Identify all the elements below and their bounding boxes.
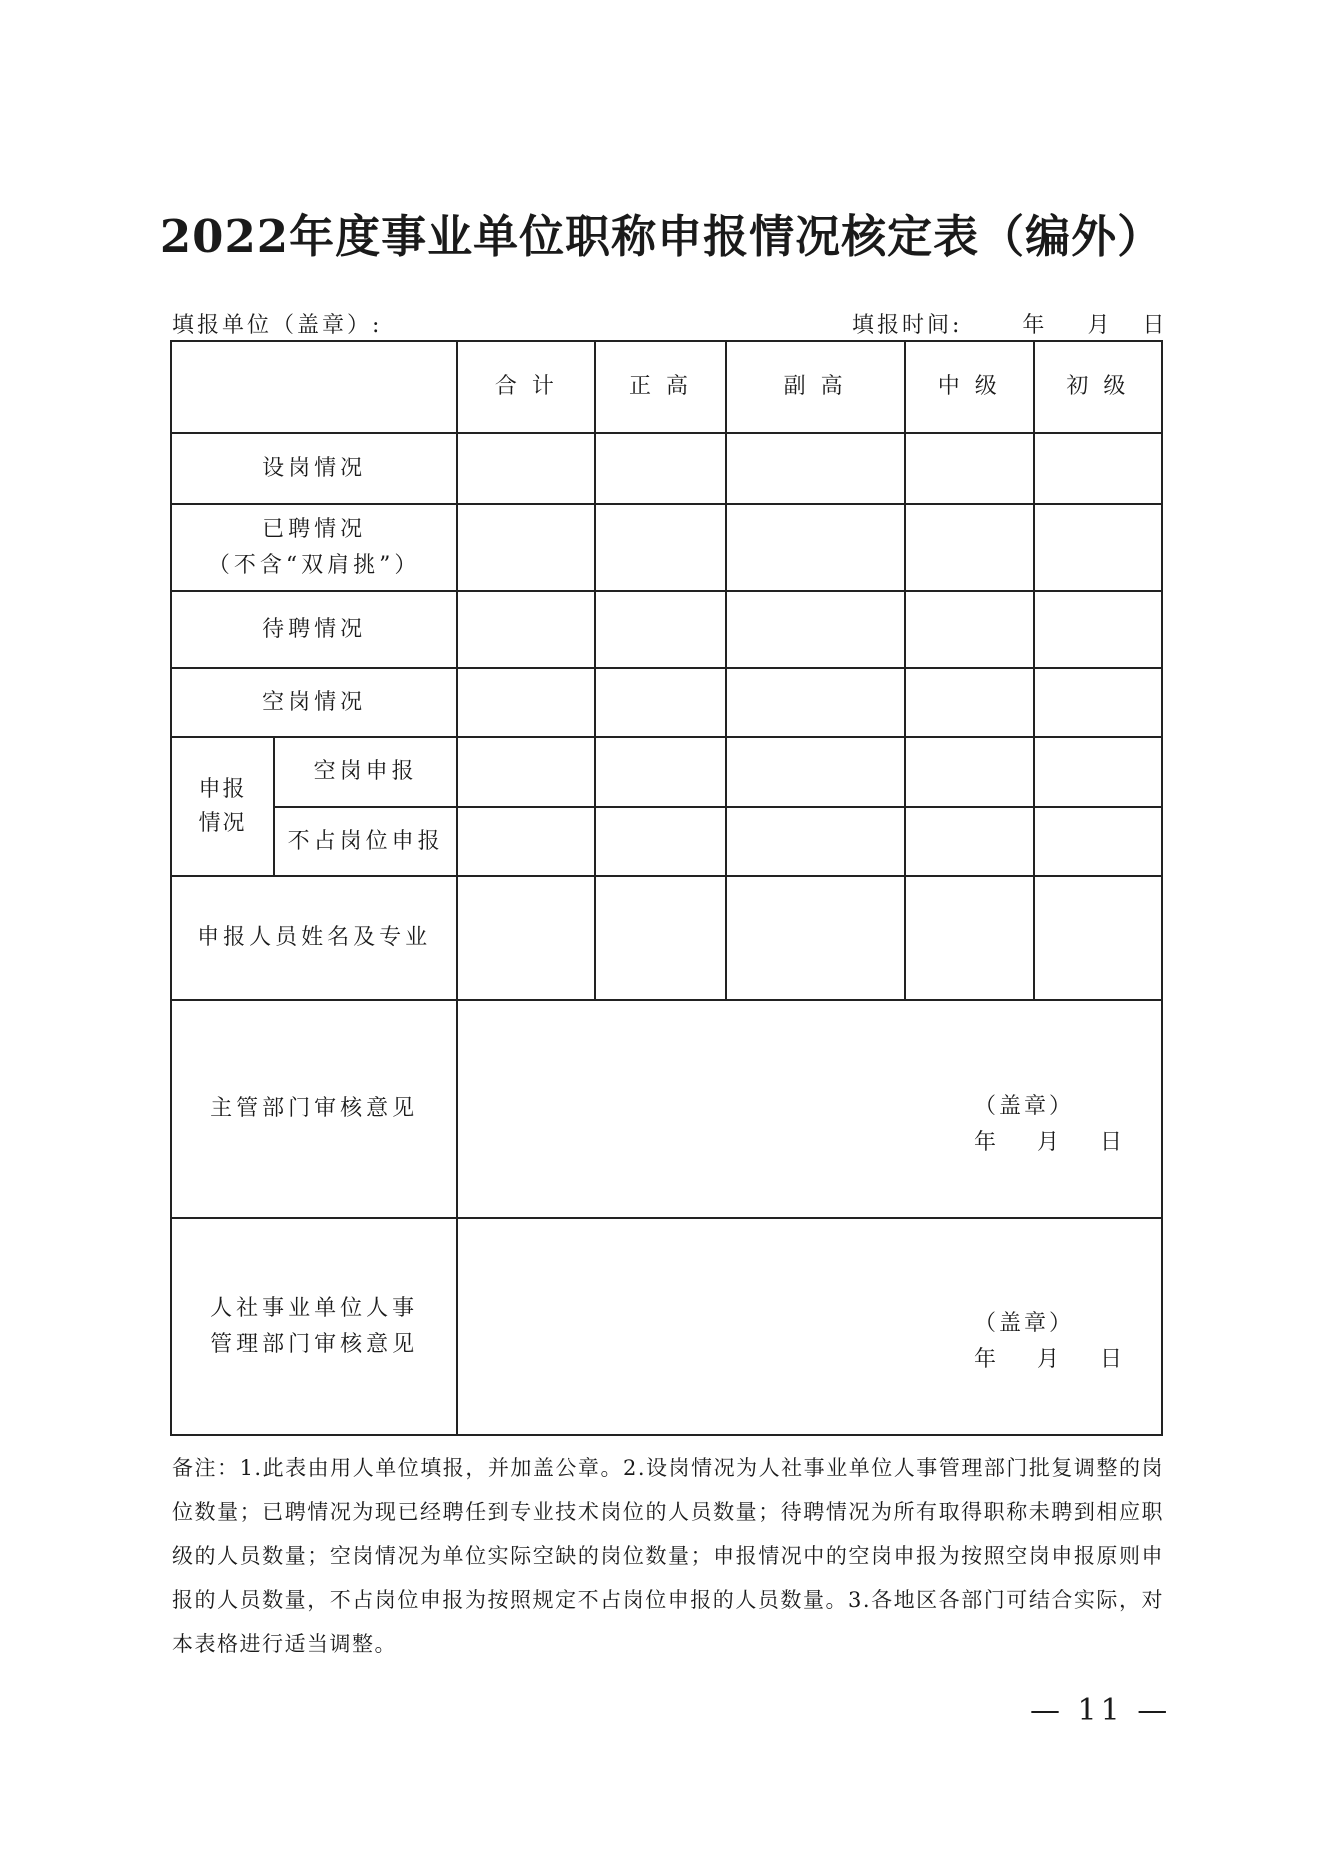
input-cell[interactable] <box>595 433 725 504</box>
fill-time <box>852 308 1167 339</box>
hr-seal-year: 年 <box>973 1347 999 1372</box>
table-row <box>171 504 1162 591</box>
row-label-apply-vacant: 空岗申报 <box>274 737 457 807</box>
input-cell[interactable] <box>905 668 1034 737</box>
input-cell[interactable] <box>905 591 1034 668</box>
input-cell[interactable] <box>1034 591 1162 668</box>
row-label-posts: 设岗情况 <box>171 433 457 504</box>
header-row <box>171 341 1162 433</box>
table-row <box>171 876 1162 1000</box>
input-cell[interactable] <box>905 876 1034 1000</box>
fill-time-label: 填报时间: <box>852 313 963 338</box>
table-row <box>171 668 1162 737</box>
input-cell[interactable] <box>726 876 905 1000</box>
input-cell[interactable] <box>457 433 595 504</box>
row-label-hired <box>171 504 457 591</box>
input-cell[interactable] <box>457 876 595 1000</box>
hr-review-line2: 管理部门审核意见 <box>210 1331 419 1357</box>
input-cell[interactable] <box>595 876 725 1000</box>
input-cell[interactable] <box>905 433 1034 504</box>
fill-unit-label: 填报单位（盖章）: <box>172 313 383 338</box>
dept-seal-date <box>974 1125 1125 1161</box>
input-cell[interactable] <box>595 591 725 668</box>
input-cell[interactable] <box>726 591 905 668</box>
hr-seal-block <box>974 1306 1125 1378</box>
input-cell[interactable] <box>1034 504 1162 591</box>
input-cell[interactable] <box>457 504 595 591</box>
input-cell[interactable] <box>1034 433 1162 504</box>
col-header-intermediate: 中 级 <box>905 341 1034 433</box>
input-cell[interactable] <box>1034 876 1162 1000</box>
fill-time-month: 月 <box>1087 313 1113 338</box>
input-cell[interactable] <box>457 591 595 668</box>
table-row <box>171 807 1162 876</box>
input-cell[interactable] <box>905 737 1034 807</box>
col-header-junior: 初 级 <box>1034 341 1162 433</box>
input-cell[interactable] <box>726 668 905 737</box>
input-cell[interactable] <box>726 807 905 876</box>
header-corner-cell <box>171 341 457 433</box>
table-row <box>171 737 1162 807</box>
row-label-hired-line2: （不含“双肩挑”） <box>207 552 421 578</box>
hr-seal-label: （盖章） <box>973 1311 1074 1336</box>
dept-seal-month: 月 <box>1036 1130 1062 1155</box>
row-label-apply-nonpost: 不占岗位申报 <box>274 807 457 876</box>
input-cell[interactable] <box>595 807 725 876</box>
input-cell[interactable] <box>1034 668 1162 737</box>
input-cell[interactable] <box>1034 807 1162 876</box>
apply-group-text: 申报情况 <box>198 776 247 836</box>
hr-seal-day: 日 <box>1099 1347 1125 1372</box>
input-cell[interactable] <box>457 737 595 807</box>
input-cell[interactable] <box>905 504 1034 591</box>
row-label-dept-review: 主管部门审核意见 <box>171 1000 457 1218</box>
page-number: — 11 — <box>1030 1693 1172 1728</box>
verification-table <box>170 340 1163 1436</box>
input-cell[interactable] <box>457 668 595 737</box>
row-label-applicants: 申报人员姓名及专业 <box>171 876 457 1000</box>
table-row <box>171 591 1162 668</box>
input-cell[interactable] <box>595 668 725 737</box>
table-row <box>171 433 1162 504</box>
row-label-vacant: 空岗情况 <box>171 668 457 737</box>
dept-seal-year: 年 <box>973 1130 999 1155</box>
dept-seal-block <box>974 1089 1125 1161</box>
hr-review-line1: 人社事业单位人事 <box>210 1296 419 1322</box>
col-header-senior: 正 高 <box>595 341 725 433</box>
page-title: 2022年度事业单位职称申报情况核定表（编外） <box>159 210 1164 263</box>
input-cell[interactable] <box>905 807 1034 876</box>
dept-seal-label: （盖章） <box>973 1094 1074 1119</box>
col-header-vice-senior: 副 高 <box>726 341 905 433</box>
hr-seal-date <box>974 1342 1125 1378</box>
remarks: 备注：1.此表由用人单位填报，并加盖公章。2.设岗情况为人社事业单位人事管理部门批复调整的岗位数量；已聘情况为现已经聘任到专业技术岗位的人员数量；待聘情况为所有取得职称未聘到相应职级的人员数量；空岗情况为单位实际空缺的岗位数量；申报情况中的空岗申报为按照空岗申报原则申报的人员数量，不占岗位申报为按照规定不占岗位申报的人员数量。3.各地区各部门可结合实际，对本表格进行适当调整。 <box>172 1456 1164 1656</box>
row-label-hr-review <box>171 1218 457 1435</box>
input-cell[interactable] <box>1034 737 1162 807</box>
input-cell[interactable] <box>726 737 905 807</box>
hr-seal-month: 月 <box>1036 1347 1062 1372</box>
dept-review-opinion-cell[interactable] <box>457 1000 1162 1218</box>
fill-time-year: 年 <box>1022 313 1048 338</box>
input-cell[interactable] <box>457 807 595 876</box>
table-row <box>171 1000 1162 1218</box>
col-header-total: 合 计 <box>457 341 595 433</box>
table-row <box>171 1218 1162 1435</box>
row-label-apply-group <box>171 737 274 876</box>
input-cell[interactable] <box>726 433 905 504</box>
dept-seal-day: 日 <box>1099 1130 1125 1155</box>
row-label-hired-line1: 已聘情况 <box>262 517 367 543</box>
hr-review-opinion-cell[interactable] <box>457 1218 1162 1435</box>
input-cell[interactable] <box>726 504 905 591</box>
fill-time-day: 日 <box>1142 313 1168 338</box>
row-label-waiting: 待聘情况 <box>171 591 457 668</box>
input-cell[interactable] <box>595 504 725 591</box>
input-cell[interactable] <box>595 737 725 807</box>
